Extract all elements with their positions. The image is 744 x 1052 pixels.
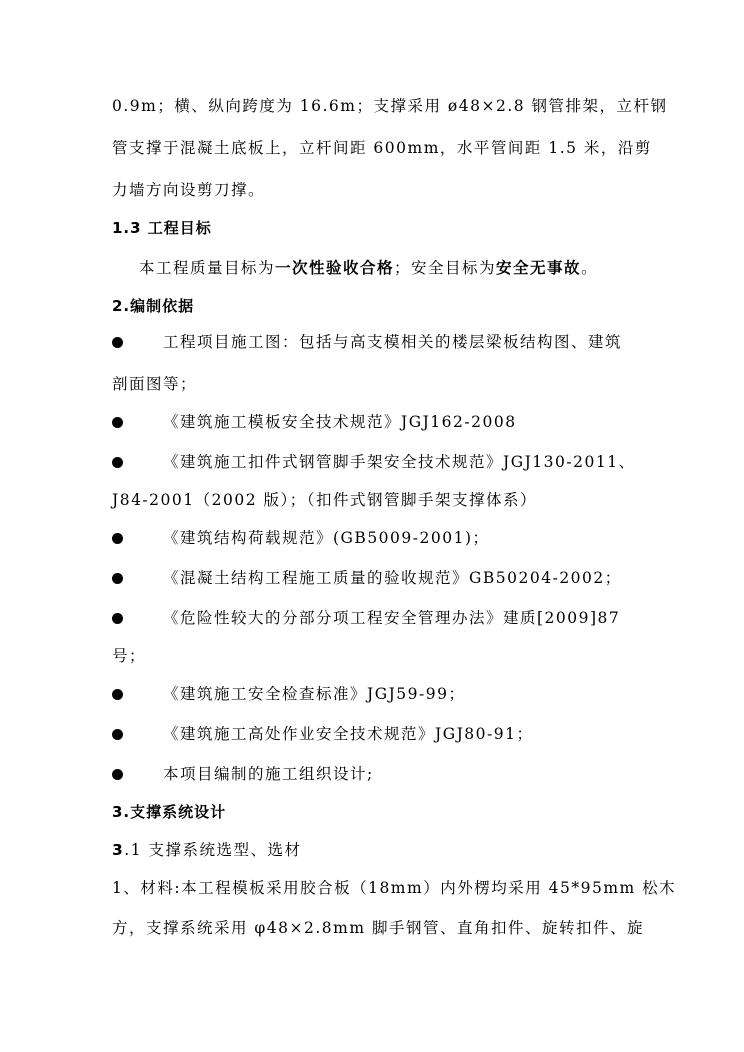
quality-goal-paragraph	[139, 258, 598, 278]
intro-line-1: 0.9m；横、纵向跨度为 16.6m；支撑采用 ø48×2.8 钢管排架，立杆钢	[112, 97, 668, 115]
subheading-number: 3	[112, 841, 125, 859]
basis-item-8: 《建筑施工高处作业安全技术规范》JGJ80-91；	[163, 725, 534, 743]
goal-text-c: 。	[581, 259, 599, 277]
intro-line-3: 力墙方向设剪刀撑。	[112, 181, 266, 199]
basis-item-3-cont: J84-2001（2002 版）；（扣件式钢管脚手架支撑体系）	[112, 491, 537, 509]
basis-item-5: 《混凝土结构工程施工质量的验收规范》GB50204-2002；	[163, 569, 622, 587]
subheading-3-1	[112, 840, 302, 860]
goal-bold-quality: 一次性验收合格	[275, 259, 395, 277]
bullet-icon	[112, 337, 123, 348]
intro-line-2: 管支撑于混凝土底板上，立杆间距 600mm，水平管间距 1.5 米，沿剪	[112, 139, 652, 157]
bullet-icon	[112, 613, 123, 624]
material-line-1: 1、材料:本工程模板采用胶合板（18mm）内外楞均采用 45*95mm 松木	[112, 879, 677, 897]
heading-1-3: 1.3 工程目标	[112, 219, 212, 237]
bullet-icon	[112, 457, 123, 468]
bullet-icon	[112, 573, 123, 584]
heading-2: 2.编制依据	[112, 297, 195, 315]
basis-item-2: 《建筑施工模板安全技术规范》JGJ162-2008	[163, 413, 517, 431]
basis-item-6-cont: 号；	[112, 647, 147, 665]
heading-3: 3.支撑系统设计	[112, 803, 227, 821]
basis-item-1-cont: 剖面图等；	[112, 375, 198, 393]
basis-item-7: 《建筑施工安全检查标准》JGJ59-99；	[163, 685, 466, 703]
bullet-icon	[112, 689, 123, 700]
basis-item-1: 工程项目施工图：包括与高支模相关的楼层梁板结构图、建筑	[163, 333, 623, 351]
basis-item-9: 本项目编制的施工组织设计;	[163, 765, 374, 783]
basis-item-3: 《建筑施工扣件式钢管脚手架安全技术规范》JGJ130-2011、	[163, 453, 636, 471]
material-line-2: 方，支撑系统采用 φ48×2.8mm 脚手钢管、直角扣件、旋转扣件、旋	[112, 919, 644, 937]
subheading-rest: .1 支撑系统选型、选材	[124, 841, 302, 859]
basis-item-4: 《建筑结构荷载规范》(GB5009-2001)；	[163, 529, 490, 547]
bullet-icon	[112, 769, 123, 780]
goal-bold-safety: 安全无事故	[496, 259, 582, 277]
basis-item-6: 《危险性较大的分部分项工程安全管理办法》建质[2009]87	[163, 609, 621, 627]
goal-text-a: 本工程质量目标为	[139, 259, 276, 277]
bullet-icon	[112, 417, 123, 428]
goal-text-b: ；安全目标为	[394, 259, 497, 277]
bullet-icon	[112, 729, 123, 740]
bullet-icon	[112, 533, 123, 544]
